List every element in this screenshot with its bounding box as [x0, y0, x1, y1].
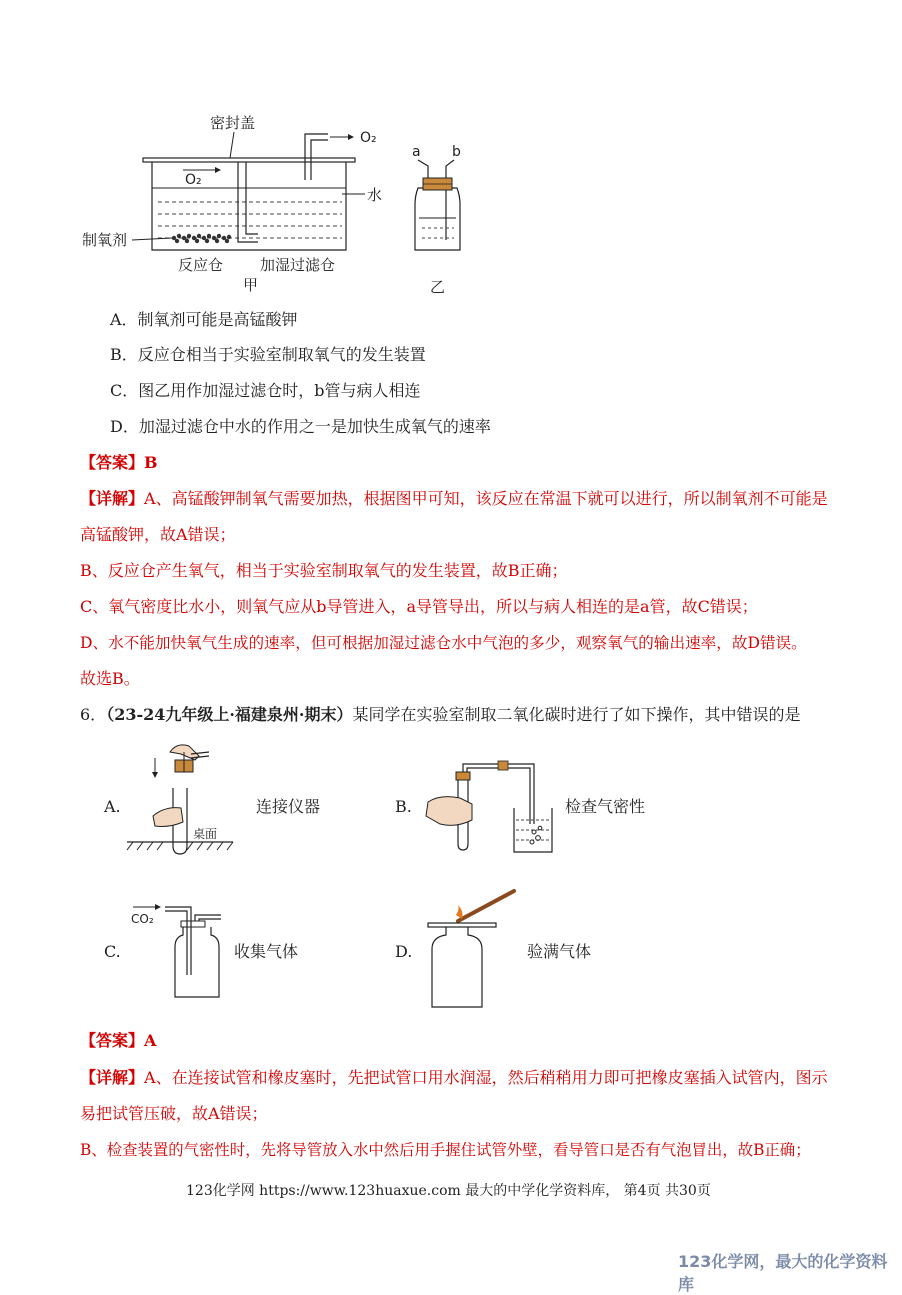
q6-stem [80, 705, 801, 725]
label-b: b [452, 144, 461, 160]
watermark: 123化学网，最大的化学资料库 [678, 1252, 888, 1294]
q5-answer [80, 453, 158, 473]
answer-value: B [144, 453, 158, 472]
q5-detail-line-6: 故选B。 [80, 669, 140, 688]
answer-tag: 【答案】 [80, 1031, 145, 1050]
detail-text: A、高锰酸钾制氧气需要加热，根据图甲可知，该反应在常温下就可以进行，所以制氧剂不可能是 [144, 489, 828, 508]
q6-number: 6． [80, 705, 107, 724]
answer-value: A [144, 1031, 157, 1050]
detail-tag: 【详解】 [80, 1068, 145, 1087]
q6-option-a-caption: 连接仪器 [256, 797, 321, 816]
q6-source: （23-24九年级上·福建泉州·期末） [106, 705, 353, 724]
q6-stem-text: 某同学在实验室制取二氧化碳时进行了如下操作，其中错误的是 [352, 705, 801, 724]
q6-option-a-letter: A. [104, 797, 121, 816]
label-water: 水 [367, 186, 383, 204]
q5-option-c: C．图乙用作加湿过滤仓时，b管与病人相连 [110, 381, 421, 400]
q6-option-c-caption: 收集气体 [234, 942, 299, 961]
label-agent: 制氧剂 [82, 231, 128, 249]
q6-option-b-caption: 检查气密性 [565, 797, 646, 816]
page-footer: 123化学网 https://www.123huaxue.com 最大的中学化学资料库， 第4页 共30页 [186, 1183, 711, 1199]
q5-detail-line-4: C、氧气密度比水小，则氧气应从b导管进入，a导管导出，所以与病人相连的是a管，故C错误； [80, 597, 758, 616]
q6-detail-line-2: 易把试管压破，故A错误； [80, 1104, 268, 1123]
q6-detail-line-3: B、检查装置的气密性时，先将导管放入水中然后用手握住试管外壁，看导管口是否有气泡冒出，故B正确； [80, 1141, 811, 1159]
label-seal: 密封盖 [210, 114, 256, 132]
co2-label: CO₂ [131, 912, 154, 926]
q6-option-a-figure [125, 738, 235, 858]
detail-tag: 【详解】 [80, 489, 145, 508]
q5-detail-line-2: 高锰酸钾，故A错误； [80, 525, 236, 544]
answer-tag: 【答案】 [80, 453, 145, 472]
q5-option-a: A．制氧剂可能是高锰酸钾 [110, 310, 298, 329]
q6-option-b-letter: B. [395, 797, 412, 816]
label-a: a [412, 144, 421, 160]
q6-answer [80, 1031, 156, 1051]
label-reaction: 反应仓 [178, 256, 224, 274]
q6-option-c-letter: C. [104, 942, 121, 961]
oxygen-generator-figure [80, 110, 480, 300]
q6-detail-line-1 [80, 1068, 828, 1088]
q5-detail-line-1 [80, 489, 828, 509]
desk-label: 桌面 [193, 827, 218, 841]
q6-option-d-letter: D. [395, 942, 413, 961]
detail-text: A、在连接试管和橡皮塞时，先把试管口用水润湿，然后稍稍用力即可把橡皮塞插入试管内，图示 [144, 1068, 828, 1087]
label-o2-in: O₂ [185, 172, 202, 188]
q6-option-c-figure [125, 895, 235, 1005]
q6-option-b-figure [420, 758, 560, 858]
label-jia: 甲 [243, 276, 259, 294]
q5-option-b: B．反应仓相当于实验室制取氧气的发生装置 [110, 345, 426, 364]
label-o2-out: O₂ [360, 130, 377, 146]
q5-detail-line-5: D、水不能加快氧气生成的速率，但可根据加湿过滤仓水中气泡的多少，观察氧气的输出速率，故D错误。 [80, 634, 807, 652]
label-filter: 加湿过滤仓 [260, 256, 336, 274]
label-yi: 乙 [430, 278, 446, 296]
q5-option-d: D．加湿过滤仓中水的作用之一是加快生成氧气的速率 [110, 417, 491, 436]
q6-option-d-caption: 验满气体 [527, 942, 592, 961]
q5-detail-line-3: B、反应仓产生氧气，相当于实验室制取氧气的发生装置，故B正确； [80, 561, 568, 580]
q6-option-d-figure [420, 885, 530, 1015]
